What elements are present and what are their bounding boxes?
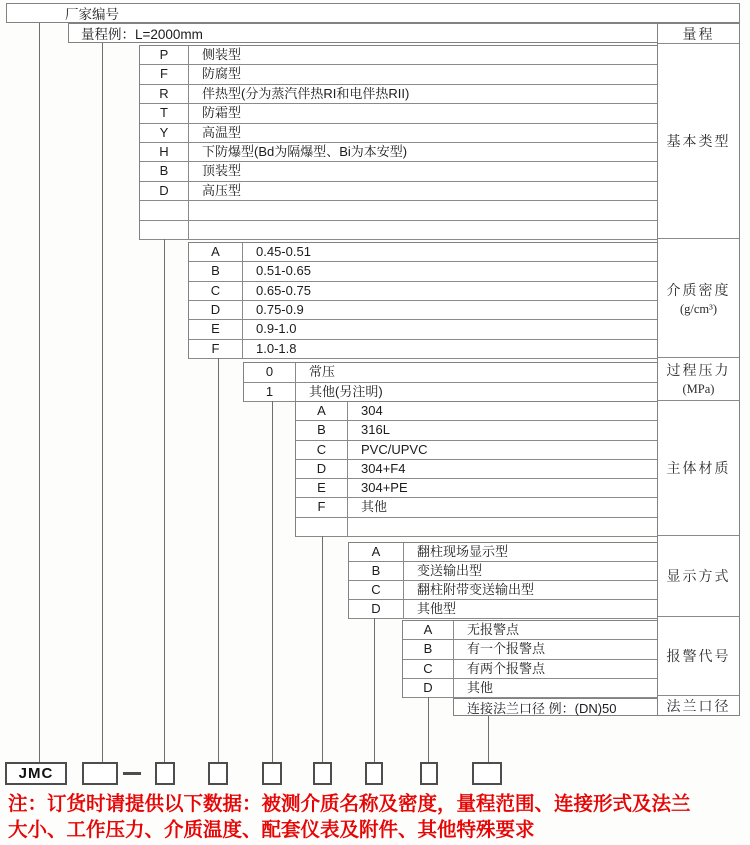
code-cell: A — [189, 243, 243, 261]
flange-row-text: 连接法兰口径 例：(DN)50 — [467, 700, 617, 716]
description-cell: 0.51-0.65 — [256, 263, 311, 279]
description-cell: 翻柱现场显示型 — [417, 544, 509, 559]
table-row — [349, 562, 657, 581]
table-row — [189, 282, 657, 301]
table-row — [349, 581, 657, 600]
label-process-pressure: 过程压力 (MPa) — [658, 358, 739, 401]
table-row — [140, 201, 657, 220]
table-row — [140, 104, 657, 123]
range-example-row — [68, 23, 657, 43]
description-cell: 变送输出型 — [417, 563, 483, 578]
description-cell: 无报警点 — [467, 622, 520, 637]
table-row — [140, 85, 657, 104]
description-cell: 1.0-1.8 — [256, 340, 297, 356]
connector-line-material — [322, 536, 324, 762]
table-row — [244, 363, 657, 383]
description-cell: 有一个报警点 — [467, 641, 546, 657]
code-cell: D — [349, 600, 404, 618]
code-box-pressure — [262, 762, 282, 785]
code-cell — [140, 221, 189, 239]
description-cell: 翻柱附带变送输出型 — [417, 582, 535, 597]
table-row — [403, 640, 657, 659]
connector-line-pressure — [272, 401, 274, 762]
code-cell: B — [349, 562, 404, 580]
table-row — [140, 162, 657, 181]
code-cell: F — [140, 65, 189, 83]
code-cell: C — [296, 441, 348, 459]
section-display-mode — [348, 542, 657, 619]
description-cell: 顶装型 — [202, 163, 242, 179]
description-cell: 316L — [361, 422, 390, 438]
description-cell: 防腐型 — [202, 66, 242, 82]
table-row — [189, 340, 657, 359]
section-flange-size — [453, 698, 657, 716]
description-cell: 常压 — [309, 364, 336, 379]
code-cell: E — [189, 320, 243, 338]
code-cell: T — [140, 104, 189, 122]
description-cell: 其他型 — [417, 601, 457, 616]
code-cell: A — [403, 621, 454, 639]
section-alarm-code — [402, 620, 657, 698]
code-cell: B — [140, 162, 189, 180]
label-medium-density: 介质密度 (g/cm³) — [658, 239, 739, 358]
description-cell: 0.45-0.51 — [256, 244, 311, 259]
table-row — [140, 182, 657, 201]
code-box-material — [313, 762, 332, 785]
table-row — [349, 600, 657, 619]
code-cell: B — [403, 640, 454, 658]
section-basic-type — [139, 45, 657, 240]
table-row — [140, 221, 657, 240]
table-row — [189, 320, 657, 339]
label-alarm-code: 报警代号 — [658, 617, 739, 696]
code-cell: H — [140, 143, 189, 161]
code-cell: F — [296, 498, 348, 516]
order-note-line-2: 大小、工作压力、介质温度、配套仪表及附件、其他特殊要求 — [8, 819, 535, 841]
code-box-range — [82, 762, 118, 785]
description-cell: PVC/UPVC — [361, 441, 428, 457]
code-cell: F — [189, 340, 243, 358]
model-prefix-text: JMC — [18, 765, 54, 782]
code-cell: D — [296, 460, 348, 478]
description-cell: 304 — [361, 403, 383, 418]
table-row — [296, 441, 657, 460]
code-cell: D — [189, 301, 243, 319]
code-cell — [140, 201, 189, 219]
table-row — [296, 498, 657, 517]
code-box-display — [365, 762, 383, 785]
connector-line-flange — [488, 716, 490, 762]
description-cell: 0.9-1.0 — [256, 321, 297, 337]
description-cell: 其他(另注明) — [309, 383, 383, 399]
code-box-density — [208, 762, 228, 785]
code-cell: Y — [140, 124, 189, 142]
table-row — [296, 402, 657, 421]
table-row — [140, 65, 657, 84]
range-example-label: 量程例：L=2000mm — [81, 27, 203, 42]
description-cell: 下防爆型(Bd为隔爆型、Bi为本安型) — [202, 143, 408, 159]
description-cell: 0.75-0.9 — [256, 301, 304, 317]
description-cell: 有两个报警点 — [467, 660, 546, 676]
category-label-column — [657, 23, 740, 716]
description-cell: 304+F4 — [361, 460, 406, 476]
connector-line-alarm — [428, 697, 430, 762]
code-cell: A — [296, 402, 348, 420]
code-cell: C — [403, 660, 454, 678]
description-cell — [348, 518, 657, 536]
table-row — [349, 543, 657, 562]
table-row — [403, 660, 657, 679]
description-cell: 高压型 — [202, 182, 242, 198]
code-box-alarm — [420, 762, 438, 785]
code-cell: 1 — [244, 383, 296, 402]
label-flange-size: 法兰口径 — [666, 699, 731, 715]
connector-line-basic-type — [164, 239, 166, 762]
description-cell: 0.65-0.75 — [256, 282, 311, 298]
code-cell: B — [189, 262, 243, 280]
code-cell: A — [349, 543, 404, 561]
table-row — [140, 143, 657, 162]
connector-line-factory — [39, 23, 41, 762]
code-cell: 0 — [244, 363, 296, 382]
table-row — [189, 301, 657, 320]
description-cell: 侧装型 — [202, 47, 242, 62]
table-row — [189, 262, 657, 281]
section-body-material — [295, 401, 657, 537]
factory-number-row — [6, 3, 740, 23]
connector-line-display — [374, 618, 376, 762]
model-prefix-box — [5, 762, 67, 785]
code-cell: E — [296, 479, 348, 497]
table-row — [296, 460, 657, 479]
code-cell: C — [349, 581, 404, 599]
description-cell: 其他 — [467, 679, 494, 695]
label-basic-type: 基本类型 — [658, 44, 739, 239]
table-row — [296, 421, 657, 440]
section-medium-density — [188, 242, 657, 359]
code-cell: D — [140, 182, 189, 200]
connector-line-range — [102, 43, 104, 762]
code-cell: D — [403, 679, 454, 697]
code-cell: R — [140, 85, 189, 103]
description-cell: 其他 — [361, 499, 388, 515]
label-range: 量程 — [658, 24, 739, 44]
factory-number-label: 厂家编号 — [65, 7, 119, 22]
table-row — [296, 479, 657, 498]
table-row — [140, 124, 657, 143]
code-cell: C — [189, 282, 243, 300]
code-box-basic-type — [155, 762, 175, 785]
table-row — [403, 679, 657, 698]
connector-line-density — [218, 358, 220, 762]
code-cell — [296, 518, 348, 536]
description-cell: 防霜型 — [202, 105, 242, 121]
table-row — [296, 518, 657, 537]
table-row — [189, 243, 657, 262]
order-note-line-1: 注：订货时请提供以下数据：被测介质名称及密度，量程范围、连接形式及法兰 — [8, 793, 691, 815]
code-cell: P — [140, 46, 189, 64]
code-box-flange — [472, 762, 502, 785]
table-row — [403, 621, 657, 640]
description-cell: 伴热型(分为蒸汽伴热RI和电伴热RII) — [202, 85, 410, 101]
description-cell — [189, 221, 657, 239]
description-cell — [189, 201, 657, 219]
code-cell: B — [296, 421, 348, 439]
label-display-mode: 显示方式 — [658, 536, 739, 618]
table-row — [140, 46, 657, 65]
section-process-pressure — [243, 362, 657, 402]
table-row — [244, 383, 657, 403]
label-body-material: 主体材质 — [658, 401, 739, 536]
description-cell: 304+PE — [361, 480, 408, 496]
dash-separator — [123, 772, 141, 775]
description-cell: 高温型 — [202, 124, 242, 140]
